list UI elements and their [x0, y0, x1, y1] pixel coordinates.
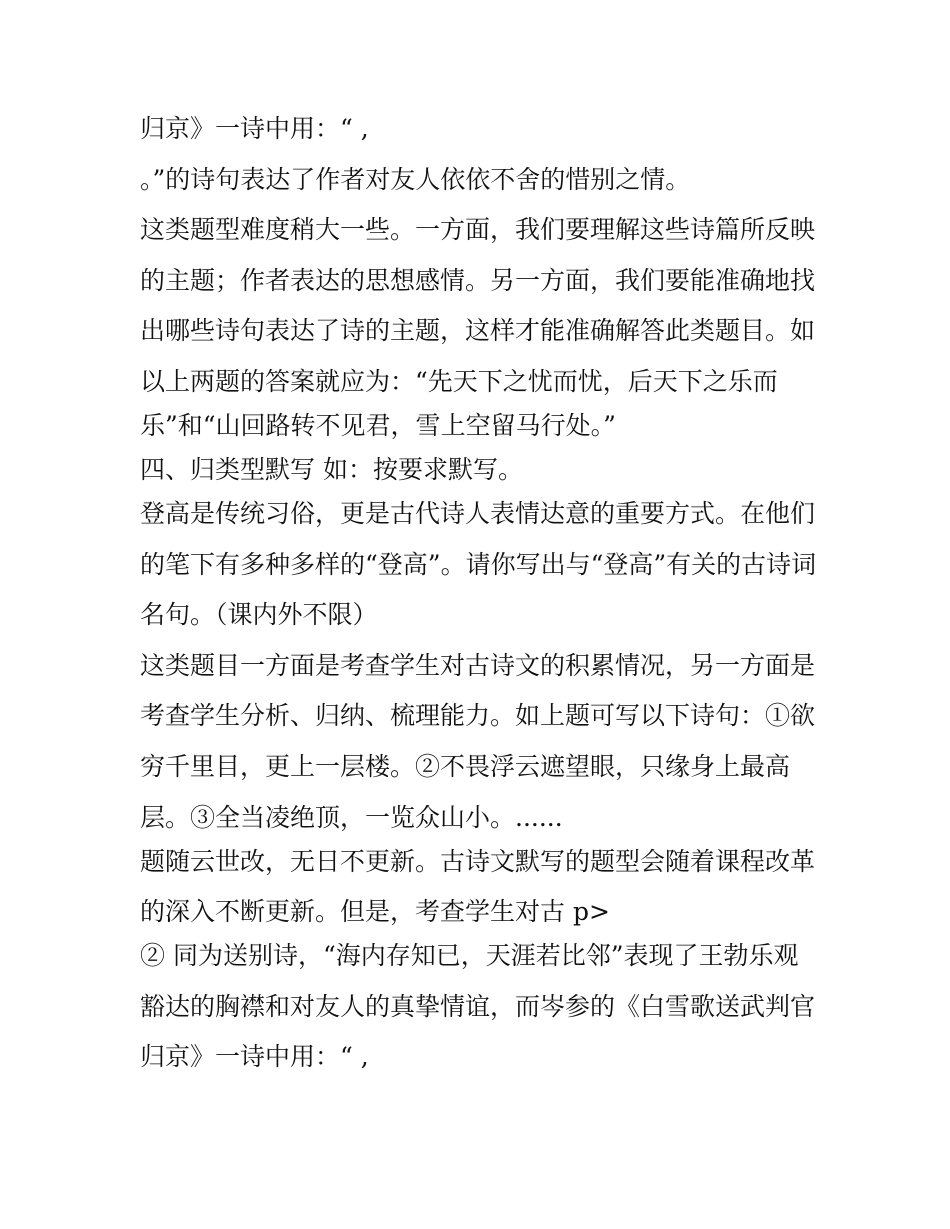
text-line: 的笔下有多种多样的“登高”。请你写出与“登高”有关的古诗词 [140, 549, 817, 579]
text-line: 层。③全当凌绝顶，一览众山小。...... [140, 802, 563, 832]
text-line: 登高是传统习俗，更是古代诗人表情达意的重要方式。在他们 [140, 498, 816, 528]
text-line: 考查学生分析、归纳、梳理能力。如上题可写以下诗句：①欲 [140, 701, 816, 731]
text-line: 。”的诗句表达了作者对友人依依不舍的惜别之情。 [140, 164, 691, 194]
text-line: 出哪些诗句表达了诗的主题，这样才能准确解答此类题目。如 [140, 316, 816, 346]
text-line: 这类题目一方面是考查学生对古诗文的积累情况，另一方面是 [140, 650, 816, 680]
text-line: 这类题型难度稍大一些。一方面，我们要理解这些诗篇所反映 [140, 215, 816, 245]
text-line: 穷千里目，更上一层楼。②不畏浮云遮望眼，只缘身上最高 [140, 751, 791, 781]
text-line: 题随云世改，无日不更新。古诗文默写的题型会随着课程改革 [140, 846, 816, 876]
text-line: 的主题；作者表达的思想感情。另一方面，我们要能准确地找 [140, 265, 816, 295]
text-line: 的深入不断更新。但是，考查学生对古 p> [140, 897, 610, 927]
text-line: 归京》一诗中用：“ , [140, 114, 369, 143]
section-heading: 四、归类型默写 如：按要求默写。 [140, 454, 523, 484]
text-line: ② 同为送别诗，“海内存知已，天涯若比邻”表现了王勃乐观 [140, 941, 799, 971]
text-line: 归京》一诗中用：“ , [140, 1042, 369, 1072]
text-line: 豁达的胸襟和对友人的真挚情谊，而岑参的《白雪歌送武判官 [140, 991, 816, 1021]
text-line: 以上两题的答案就应为：“先天下之忧而忧，后天下之乐而 [140, 366, 778, 396]
text-line: 乐”和“山回路转不见君，雪上空留马行处。” [140, 410, 616, 440]
document-body [140, 109, 820, 1088]
text-line: 名句。（课内外不限） [140, 600, 378, 630]
